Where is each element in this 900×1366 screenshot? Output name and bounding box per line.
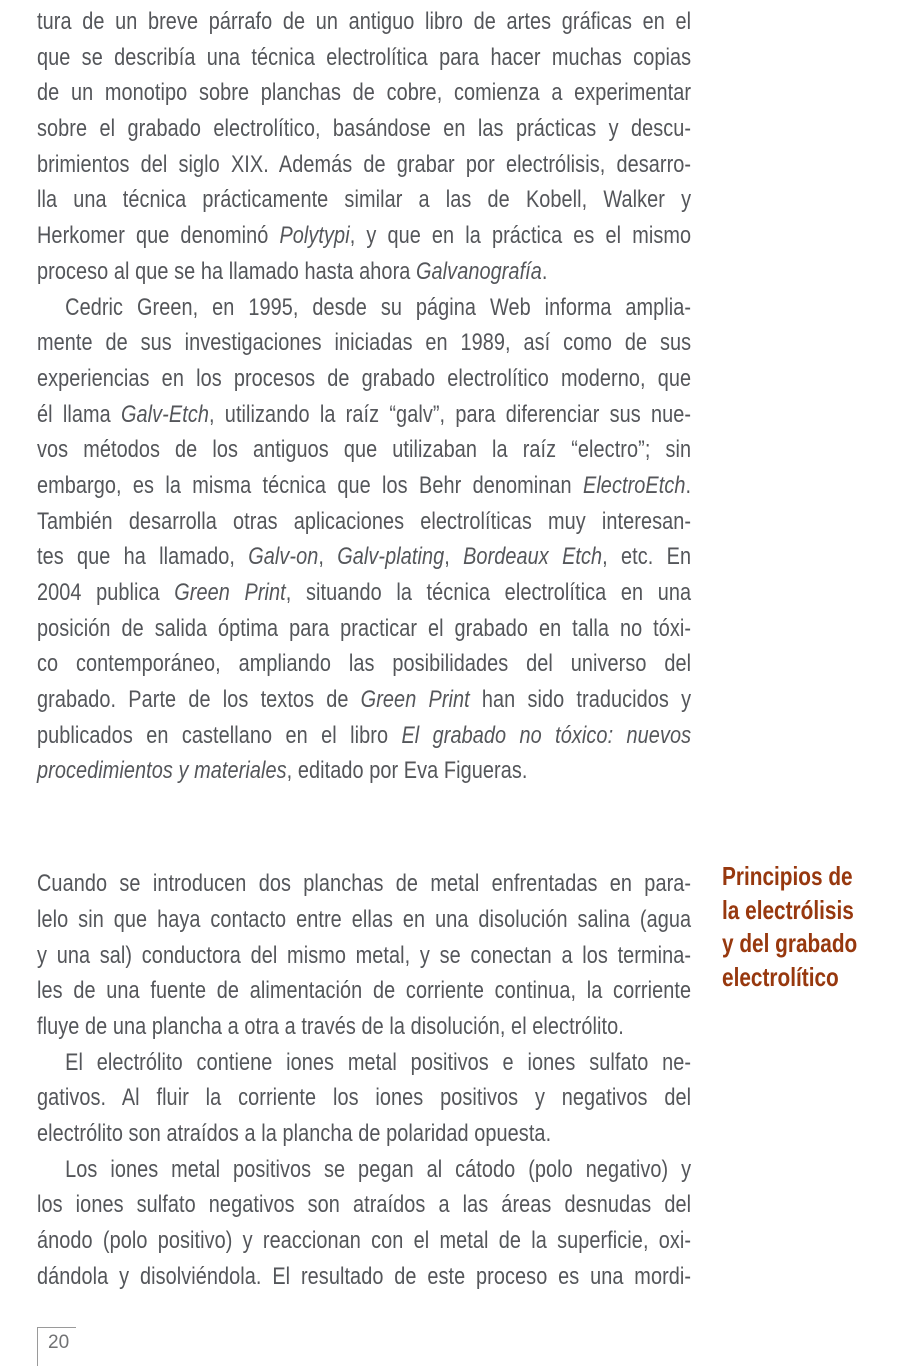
- text-segment: les de una fuente de alimentación de corriente continua, la corriente: [37, 977, 692, 1005]
- text-segment: dándola y disolviéndola. El resultado de este proceso es una mordi-: [37, 1262, 692, 1290]
- italic-text-segment: procedimientos y materiales: [37, 757, 287, 785]
- text-segment: Herkomer que denominó: [37, 222, 280, 250]
- text-segment: mente de sus investigaciones iniciadas en 1989, así como de sus: [37, 329, 692, 357]
- text-line: [37, 218, 691, 254]
- italic-text-segment: ElectroEtch: [582, 471, 686, 499]
- text-line: [37, 361, 691, 397]
- text-segment: Los iones metal positivos se pegan al cátodo (polo negativo) y: [65, 1155, 692, 1183]
- text-line: [37, 575, 691, 611]
- text-segment: experiencias en los procesos de grabado electrolítico moderno, que: [37, 364, 692, 392]
- text-line: [37, 539, 691, 575]
- text-segment: él llama: [37, 400, 121, 428]
- text-segment: , situando la técnica electrolítica en una: [285, 579, 692, 606]
- text-line: [37, 1009, 691, 1045]
- text-segment: embargo, es la misma técnica que los Behr denominan: [37, 471, 583, 499]
- text-line: [37, 866, 691, 902]
- heading-line: la electrólisis: [722, 894, 854, 925]
- italic-text-segment: Bordeaux Etch: [463, 543, 603, 571]
- text-segment: que se describía una técnica electrolítica para hacer muchas copias: [37, 43, 692, 71]
- text-line: [37, 1187, 691, 1223]
- text-line: [37, 1045, 691, 1081]
- text-segment: tes que ha llamado,: [37, 543, 249, 571]
- text-segment: .: [541, 257, 548, 285]
- text-segment: electrólito son atraídos a la plancha de polaridad opuesta.: [37, 1119, 552, 1147]
- text-segment: , utilizando la raíz “galv”, para diferenciar sus nue-: [208, 400, 692, 428]
- text-line: [37, 40, 691, 76]
- text-segment: de un monotipo sobre planchas de cobre, comienza a experimentar: [37, 79, 692, 107]
- text-line: [37, 254, 691, 290]
- heading-line: electrolítico: [722, 961, 839, 992]
- italic-text-segment: Green Print: [360, 686, 470, 714]
- text-segment: .: [685, 471, 692, 499]
- text-segment: sobre el grabado electrolítico, basándose en las prácticas y descu-: [37, 115, 692, 143]
- text-segment: , editado por Eva Figueras.: [286, 757, 528, 785]
- text-segment: ánodo (polo positivo) y reaccionan con el metal de la superficie, oxi-: [37, 1227, 692, 1254]
- text-segment: , etc. En: [602, 543, 692, 571]
- text-segment: gativos. Al fluir la corriente los iones positivos y negativos del: [37, 1084, 692, 1112]
- page-number: 20: [48, 1332, 70, 1353]
- text-segment: co contemporáneo, ampliando las posibilidades del universo del: [37, 650, 692, 678]
- text-line: [37, 718, 691, 754]
- text-segment: los iones sulfato negativos son atraídos a las áreas desnudas del: [37, 1191, 692, 1219]
- text-line: [37, 682, 691, 718]
- text-line: [37, 147, 691, 183]
- text-segment: posición de salida óptima para practicar el grabado en talla no tóxi-: [37, 614, 692, 642]
- text-line: [37, 1152, 691, 1188]
- text-line: [37, 4, 691, 40]
- text-segment: 2004 publica: [37, 579, 175, 606]
- text-line: [37, 611, 691, 647]
- italic-text-segment: Galv-plating: [337, 543, 445, 571]
- text-line: [37, 1116, 691, 1152]
- text-line: [37, 753, 691, 789]
- italic-text-segment: Galvanografía: [416, 257, 542, 285]
- text-line: [37, 468, 691, 504]
- text-segment: grabado. Parte de los textos de: [37, 686, 361, 714]
- text-segment: han sido traducidos y: [469, 686, 692, 714]
- text-line: [37, 111, 691, 147]
- text-line: [37, 938, 691, 974]
- text-line: [37, 646, 691, 682]
- text-segment: lelo sin que haya contacto entre ellas en una disolución salina (agua: [37, 905, 692, 933]
- lower-text-block: [37, 866, 691, 1294]
- text-segment: Cuando se introducen dos planchas de metal enfrentadas en para-: [37, 870, 692, 898]
- italic-text-segment: Galv-Etch: [120, 400, 209, 428]
- text-line: [37, 1080, 691, 1116]
- text-segment: lla una técnica prácticamente similar a las de Kobell, Walker y: [37, 186, 692, 214]
- text-segment: proceso al que se ha llamado hasta ahora: [37, 257, 417, 285]
- text-line: [37, 325, 691, 361]
- text-line: [37, 75, 691, 111]
- italic-text-segment: Green Print: [174, 579, 286, 606]
- text-segment: También desarrolla otras aplicaciones electrolíticas muy interesan-: [37, 507, 692, 535]
- text-line: [37, 1259, 691, 1295]
- page-number-box: [37, 1327, 76, 1366]
- upper-text-block: [37, 4, 691, 789]
- text-segment: , y que en la práctica es el mismo: [349, 222, 692, 250]
- text-line: [37, 182, 691, 218]
- text-segment: El electrólito contiene iones metal positivos e iones sulfato ne-: [65, 1048, 692, 1076]
- italic-text-segment: Polytypi: [279, 222, 350, 250]
- text-line: [37, 504, 691, 540]
- text-segment: Cedric Green, en 1995, desde su página Web informa amplia-: [65, 293, 692, 321]
- italic-text-segment: Galv-on: [248, 543, 319, 571]
- section-gap: [37, 789, 691, 866]
- text-line: [37, 290, 691, 326]
- margin-heading: [722, 860, 898, 994]
- text-line: [37, 902, 691, 938]
- text-segment: ,: [318, 543, 338, 571]
- text-segment: ,: [444, 543, 464, 571]
- heading-line: y del grabado: [722, 928, 858, 958]
- text-segment: brimientos del siglo XIX. Además de grabar por electrólisis, desarro-: [37, 150, 692, 178]
- body-text-column: [37, 4, 691, 1294]
- text-segment: y una sal) conductora del mismo metal, y se conectan a los termina-: [37, 941, 692, 969]
- text-segment: tura de un breve párrafo de un antiguo libro de artes gráficas en el: [37, 8, 692, 35]
- text-line: [37, 973, 691, 1009]
- text-line: [37, 432, 691, 468]
- text-segment: vos métodos de los antiguos que utilizaban la raíz “electro”; sin: [37, 436, 692, 464]
- heading-line: Principios de: [722, 861, 853, 891]
- text-line: [37, 1223, 691, 1259]
- italic-text-segment: El grabado no tóxico: nuevos: [401, 721, 692, 749]
- text-segment: publicados en castellano en el libro: [37, 721, 402, 749]
- text-segment: fluye de una plancha a otra a través de la disolución, el electrólito.: [37, 1012, 624, 1040]
- text-line: [37, 397, 691, 433]
